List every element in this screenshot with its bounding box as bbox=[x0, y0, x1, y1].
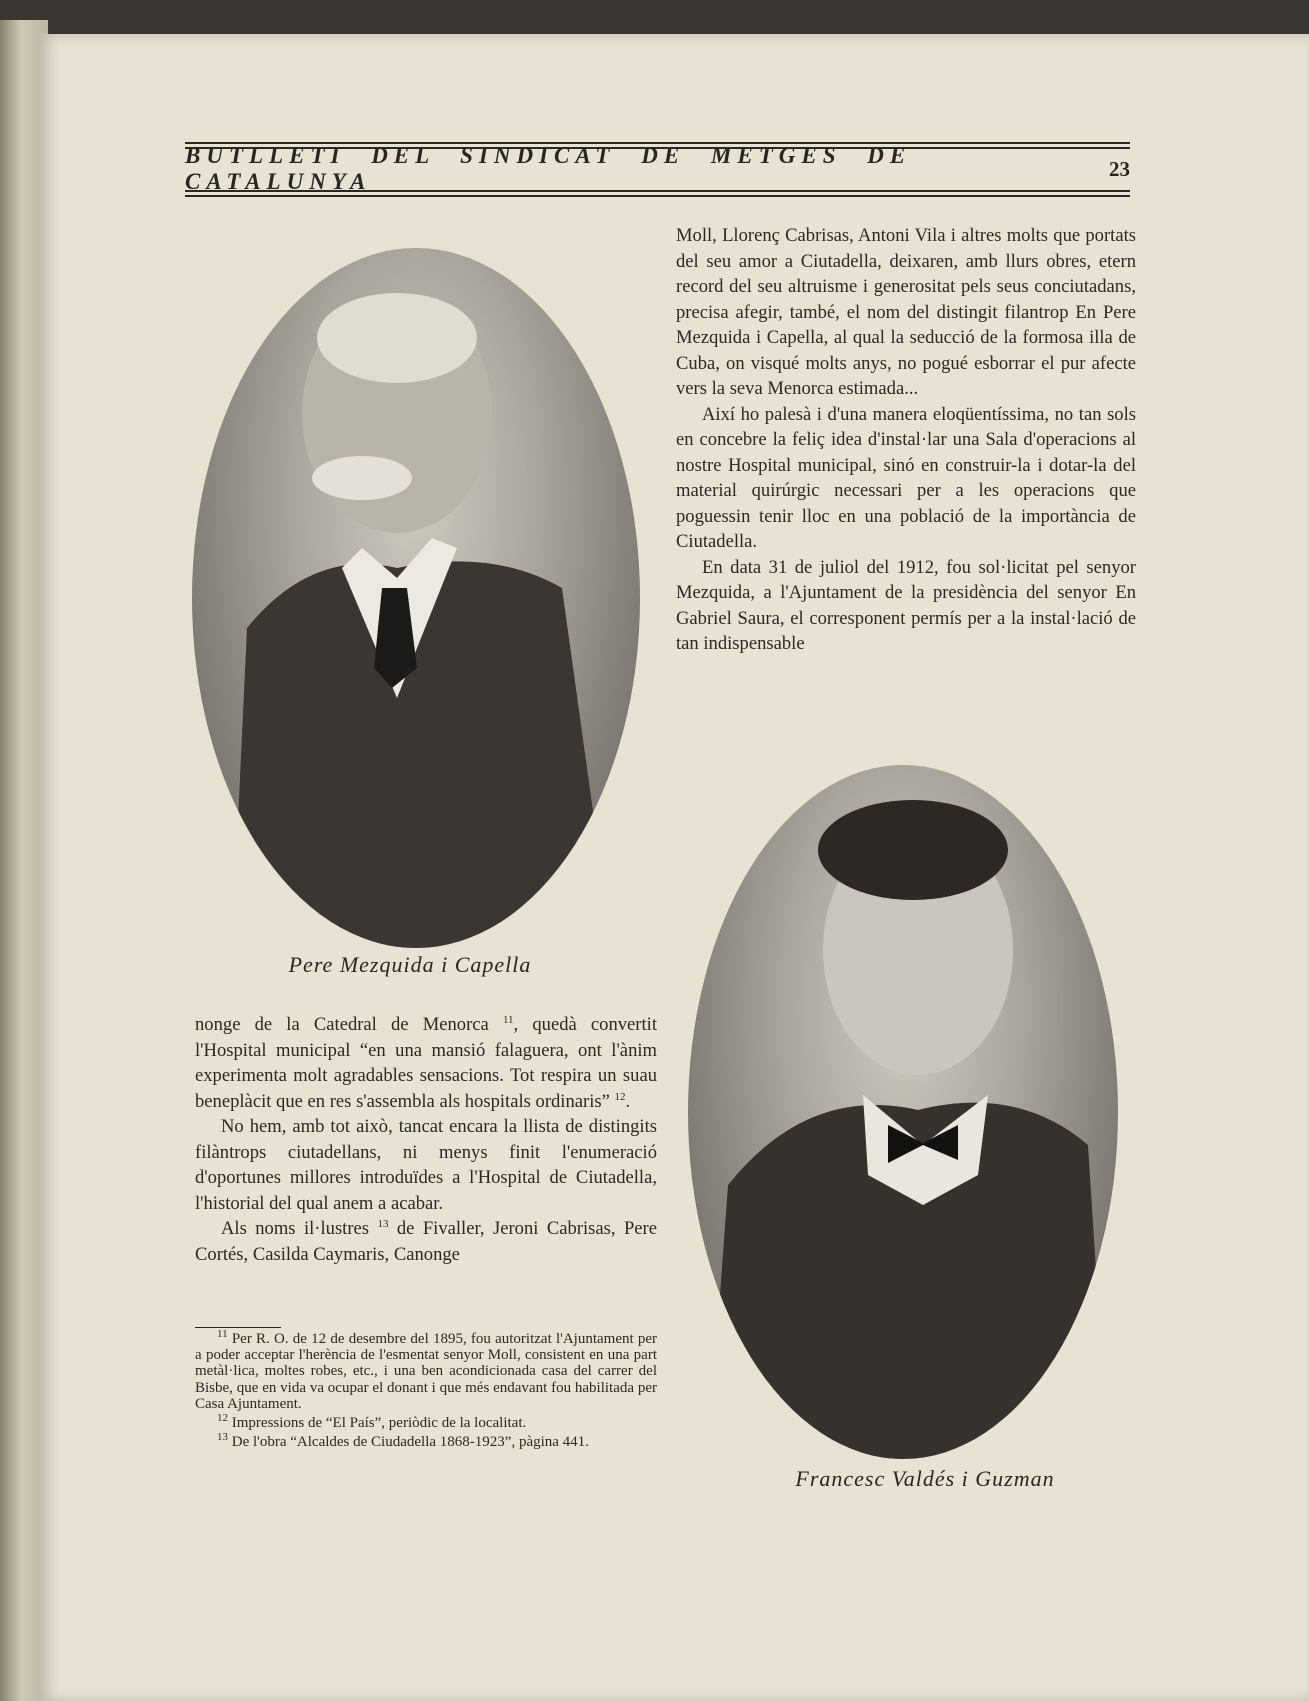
paragraph bbox=[195, 1216, 657, 1267]
footnote-text: Impressions de “El País”, periòdic de la localitat. bbox=[231, 1415, 527, 1432]
portrait-photo-francesc-valdes bbox=[688, 765, 1118, 1459]
paragraph: En data 31 de juliol del 1912, fou sol·licitat pel senyor Mezquida, a l'Ajuntament de la presidència del senyor En Gabriel Saura, el corresponent permís per a la instal·lació de tan indispensable bbox=[676, 556, 1136, 654]
photo-caption: Francesc Valdés i Guzman bbox=[795, 1466, 1055, 1491]
page-number: 23 bbox=[1109, 156, 1130, 181]
text-span: de Fivaller, Jeroni Cabrisas, Pere Cortés, Casilda Caymaris, Canonge bbox=[195, 1218, 657, 1265]
paragraph: No hem, amb tot això, tancat encara la llista de distingits filàntrops ciutadellans, ni menys finit l'enumeració d'oportunes millores introduïdes a l'Hospital de Ciutadella, l'historial del qual anem a acabar. bbox=[195, 1116, 657, 1214]
footnote-text: De l'obra “Alcaldes de Ciudadella 1868-1923”, pàgina 441. bbox=[231, 1434, 589, 1451]
footnote bbox=[195, 1412, 657, 1432]
footnote-ref: 12 bbox=[614, 1090, 626, 1103]
footnote bbox=[195, 1431, 657, 1451]
paragraph bbox=[195, 1012, 657, 1114]
text-span: , quedà convertit l'Hospital municipal “en una mansió falaguera, ont l'ànim experimenta molt agradables sensacions. Tot respira un suau beneplàcit que en res s'assembla als hospitals ordinaris” bbox=[195, 1014, 657, 1112]
right-column-text bbox=[676, 223, 1136, 657]
moustache-shape bbox=[312, 456, 412, 500]
portrait-figure bbox=[192, 248, 640, 948]
journal-title: BUTLLETI DEL SINDICAT DE METGES DE CATALUNYA bbox=[185, 143, 912, 194]
running-header bbox=[185, 143, 1130, 194]
footnote-number: 11 bbox=[217, 1328, 228, 1340]
paragraph: Moll, Llorenç Cabrisas, Antoni Vila i altres molts que portats del seu amor a Ciutadella, deixaren, amb llurs obres, etern record del seu altruisme i generositat pels seus conciutadans, precisa afegir, també, el nom del distingit filantrop En Pere Mezquida i Capella, al qual la seducció de la formosa illa de Cuba, on visqué molts anys, no pogué esborrar el pur afecte vers la seva Menorca estimada... bbox=[676, 225, 1136, 399]
text-span: Als noms il·lustres bbox=[221, 1218, 378, 1239]
footnote-text: Per R. O. de 12 de desembre del 1895, fou autoritzat l'Ajuntament per a poder acceptar l'herència de l'esmentat senyor Moll, consistent en una part metàl·lica, moltes robes, etc., i una ben acondicionada casa del carrer del Bisbe, que en vida va ocupar el donant i que més endavant fou habilitada per Casa Ajuntament. bbox=[195, 1331, 658, 1412]
footnote bbox=[195, 1328, 658, 1412]
text-span: . bbox=[625, 1090, 631, 1112]
text-span: nonge de la Catedral de Menorca bbox=[195, 1014, 503, 1035]
footnote-separator bbox=[195, 1327, 281, 1328]
header-rule-bottom-2 bbox=[185, 195, 1130, 197]
footnotes bbox=[195, 1328, 658, 1453]
photo-caption: Pere Mezquida i Capella bbox=[288, 952, 532, 977]
portrait-figure bbox=[688, 765, 1118, 1459]
portrait-photo-pere-mezquida bbox=[192, 248, 640, 948]
footnote-ref: 11 bbox=[502, 1013, 514, 1026]
footnote-number: 12 bbox=[217, 1412, 228, 1425]
paragraph: Així ho palesà i d'una manera eloqüentíssima, no tan sols en concebre la feliç idea d'instal·lar una Sala d'operacions al nostre Hospital municipal, sinó en construir-la i dotar-la del material quirúrgic necessari per a les operacions que poguessin tenir lloc en una població de la importància de Ciutadella. bbox=[676, 403, 1136, 552]
footnote-number: 13 bbox=[217, 1431, 228, 1444]
hair-shape bbox=[317, 293, 477, 383]
footnote-ref: 13 bbox=[377, 1217, 389, 1230]
left-column-text bbox=[195, 1012, 657, 1267]
hair-shape bbox=[818, 800, 1008, 900]
